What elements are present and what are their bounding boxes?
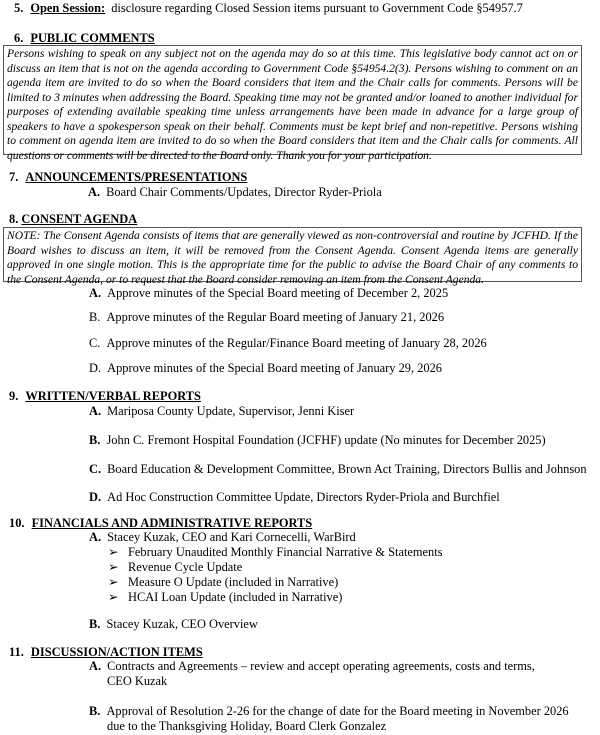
section-8-heading — [9, 212, 137, 227]
arrow-bullet-icon: ➢ — [108, 560, 119, 574]
section-11-number: 11. — [9, 645, 24, 659]
item-text: Approval of Resolution 2-26 for the change of date for the Board meeting in November 2026 — [106, 704, 569, 718]
item-letter: B. — [89, 310, 101, 324]
item-letter: A. — [88, 185, 101, 199]
item-letter: A. — [89, 404, 102, 418]
action-item-b — [89, 704, 569, 719]
consent-agenda-note: NOTE: The Consent Agenda consists of items that are generally viewed as non-controversial and routine by JCFHD. If the Board wishes to discuss an item, it will be removed from the Consent Agenda. Consent Agenda items are generally approved in one single motion. This is the appropriate time for the public to advise the Board Chair of any comments to the Consent Agenda, or to request that the Board consider removing an item from the Consent Agenda. — [3, 227, 582, 282]
item-text: Mariposa County Update, Supervisor, Jenni Kiser — [107, 404, 355, 418]
item-text: Approve minutes of the Regular Board meeting of January 21, 2026 — [106, 310, 445, 324]
item-text: Approve minutes of the Special Board meeting of December 2, 2025 — [107, 286, 449, 300]
section-6-heading — [14, 31, 155, 46]
report-item-d — [89, 490, 500, 505]
public-comments-notice: Persons wishing to speak on any subject not on the agenda may do so at this time. This legislative body cannot act on or discuss an item that is not on the agenda according to Government Code §54954.2(3). Persons wishing to comment on an agenda item are invited to do so when the Board considers that item and the Chair calls for comments. Persons will be limited to 3 minutes when addressing the Board. Speaking time may not be granted and/or loaned to another individual for purposes of extending available speaking time unless arrangements have been made in advance for a large group of speakers to have a spokesperson speak on their behalf. Comments must be kept brief and non-repetitive. Persons wishing to comment on agenda item are invited to do so when the Board considers that item and the Chair calls for comments. All questions or comments will be directed to the Board only. Thank you for your participation. — [3, 45, 582, 155]
section-9-heading — [9, 389, 201, 404]
report-item-a — [89, 404, 354, 419]
section-8-number: 8. — [9, 212, 19, 226]
consent-item-c — [89, 336, 487, 351]
arrow-bullet-icon: ➢ — [108, 575, 119, 589]
financial-item-a — [89, 530, 356, 545]
item-letter: A. — [89, 530, 102, 544]
item-text: Board Education & Development Committee, Brown Act Training, Directors Bullis and Johnson — [107, 462, 587, 476]
section-8-title: CONSENT AGENDA — [21, 212, 138, 226]
item-letter: D. — [89, 361, 102, 375]
item-text: Ad Hoc Construction Committee Update, Directors Ryder-Priola and Burchfiel — [107, 490, 500, 504]
action-item-b-line2: due to the Thanksgiving Holiday, Board Clerk Gonzalez — [107, 719, 387, 733]
section-7-number: 7. — [9, 170, 19, 184]
item-letter: D. — [89, 490, 102, 504]
consent-item-a — [89, 286, 448, 301]
section-5-text: disclosure regarding Closed Session items pursuant to Government Code §54957.7 — [111, 1, 523, 15]
subitem-text: HCAI Loan Update (included in Narrative) — [128, 590, 343, 604]
item-letter: B. — [89, 617, 101, 631]
section-9-title: WRITTEN/VERBAL REPORTS — [25, 389, 201, 403]
section-5-title: Open Session: — [30, 1, 106, 15]
section-6-number: 6. — [14, 31, 24, 45]
section-7-heading — [9, 170, 247, 185]
action-item-a — [89, 659, 535, 674]
action-item-a-line2: CEO Kuzak — [107, 674, 168, 688]
section-7-title: ANNOUNCEMENTS/PRESENTATIONS — [25, 170, 248, 184]
section-7-item-a — [88, 185, 382, 200]
section-5 — [14, 1, 523, 16]
subitem-text: February Unaudited Monthly Financial Narrative & Statements — [128, 545, 443, 559]
item-text: Contracts and Agreements – review and accept operating agreements, costs and terms, — [107, 659, 535, 673]
section-5-number: 5. — [14, 1, 24, 15]
financial-subitem — [108, 575, 338, 590]
financial-subitem — [108, 560, 242, 575]
arrow-bullet-icon: ➢ — [108, 590, 119, 604]
consent-item-b — [89, 310, 444, 325]
report-item-b — [89, 433, 546, 448]
section-10-title: FINANCIALS AND ADMINISTRATIVE REPORTS — [31, 516, 313, 530]
item-letter: C. — [89, 462, 102, 476]
section-9-number: 9. — [9, 389, 19, 403]
section-10-number: 10. — [9, 516, 25, 530]
item-text: Approve minutes of the Special Board meeting of January 29, 2026 — [107, 361, 442, 375]
consent-item-d — [89, 361, 442, 376]
financial-subitem — [108, 590, 342, 605]
section-10-heading — [9, 516, 312, 531]
section-11-heading — [9, 645, 203, 660]
arrow-bullet-icon: ➢ — [108, 545, 119, 559]
section-6-title: PUBLIC COMMENTS — [30, 31, 155, 45]
item-text: Approve minutes of the Regular/Finance Board meeting of January 28, 2026 — [106, 336, 487, 350]
item-text: Stacey Kuzak, CEO Overview — [106, 617, 258, 631]
report-item-c — [89, 462, 587, 477]
item-text: Board Chair Comments/Updates, Director Ryder-Priola — [106, 185, 382, 199]
financial-subitem — [108, 545, 443, 560]
item-letter: B. — [89, 433, 101, 447]
section-11-title: DISCUSSION/ACTION ITEMS — [30, 645, 203, 659]
item-letter: B. — [89, 704, 101, 718]
item-text: Stacey Kuzak, CEO and Kari Cornecelli, WarBird — [107, 530, 356, 544]
item-letter: C. — [89, 336, 101, 350]
subitem-text: Measure O Update (included in Narrative) — [128, 575, 339, 589]
item-text: John C. Fremont Hospital Foundation (JCFHF) update (No minutes for December 2025) — [106, 433, 546, 447]
item-letter: A. — [89, 286, 102, 300]
financial-item-b — [89, 617, 258, 632]
item-letter: A. — [89, 659, 102, 673]
subitem-text: Revenue Cycle Update — [128, 560, 243, 574]
